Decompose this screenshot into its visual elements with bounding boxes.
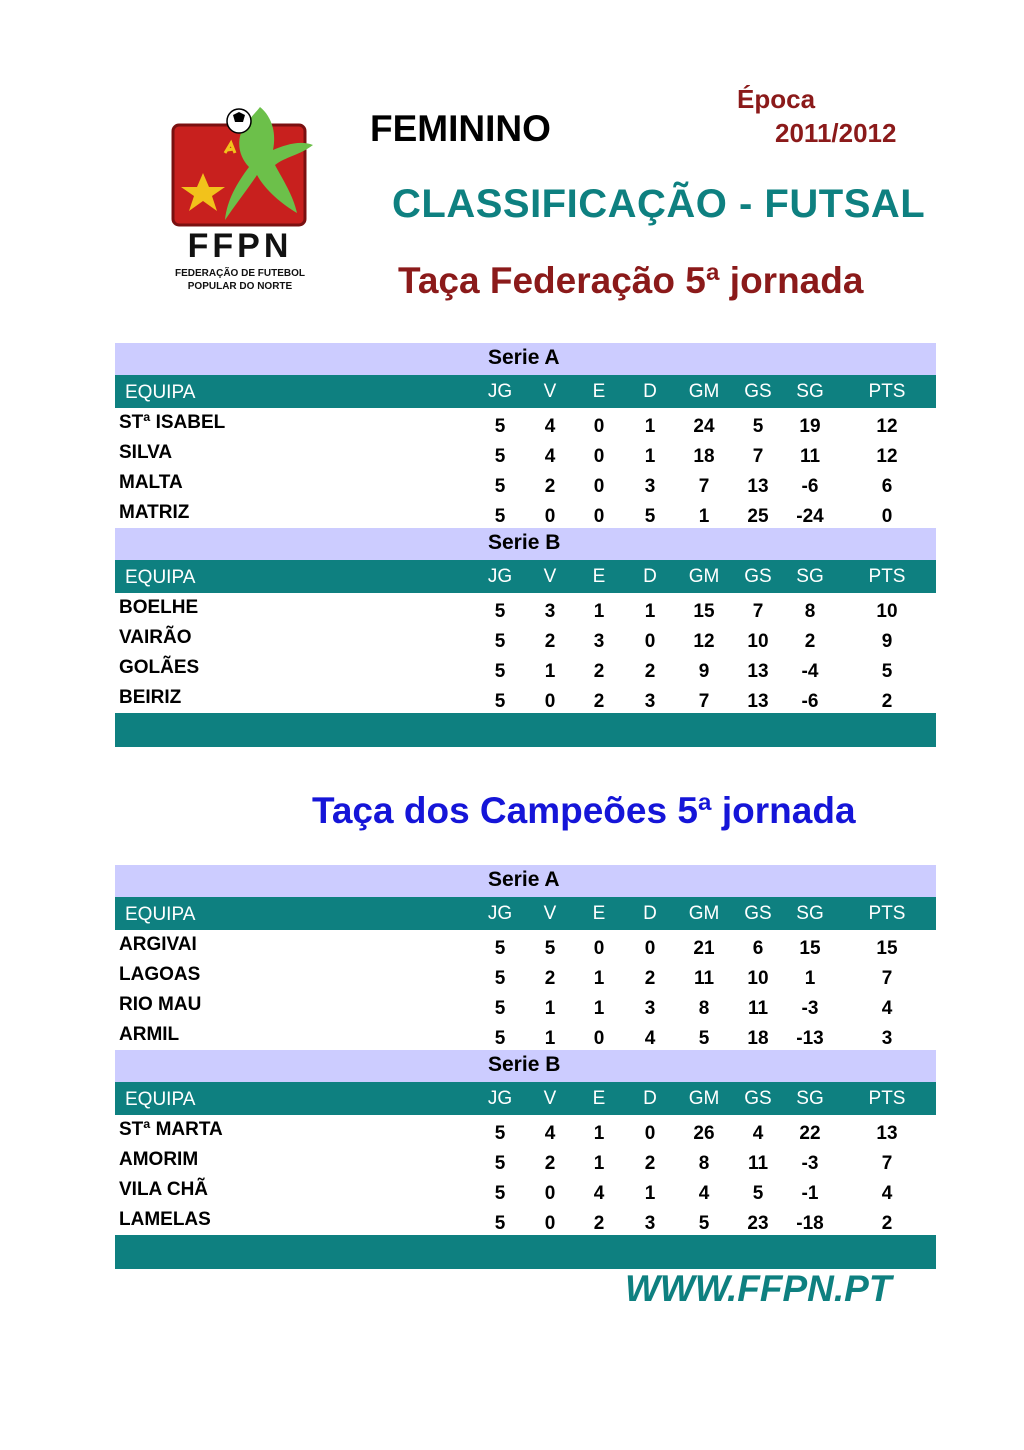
team-name: LAGOAS <box>119 964 201 985</box>
stat-cell: 11 <box>799 445 821 467</box>
stat-cell: 8 <box>698 1152 710 1174</box>
column-header: SG <box>796 566 824 588</box>
stat-cell: 5 <box>494 1122 506 1144</box>
stat-cell: 4 <box>593 1182 605 1204</box>
team-name: MALTA <box>119 472 183 493</box>
stat-cell: 9 <box>698 660 710 682</box>
team-name: STª MARTA <box>119 1119 223 1140</box>
table-row <box>115 1145 936 1175</box>
column-header: EQUIPA <box>125 382 196 403</box>
stat-cell: -3 <box>801 997 819 1019</box>
stat-cell: -1 <box>801 1182 819 1204</box>
stat-cell: 5 <box>698 1027 710 1049</box>
column-header: V <box>543 1088 557 1110</box>
stat-cell: 4 <box>544 1122 556 1144</box>
stat-cell: 10 <box>876 600 898 622</box>
stat-cell: 2 <box>544 475 556 497</box>
stat-cell: 6 <box>881 475 893 497</box>
season-value: 2011/2012 <box>775 118 897 148</box>
column-header: PTS <box>868 1088 906 1110</box>
stat-cell: 10 <box>747 630 769 652</box>
column-header: D <box>643 903 657 925</box>
svg-text:FFPN: FFPN <box>187 227 293 265</box>
stat-cell: 4 <box>644 1027 656 1049</box>
column-header: EQUIPA <box>125 1089 196 1110</box>
stat-cell: 5 <box>494 445 506 467</box>
column-header-row <box>115 1082 936 1115</box>
standings-table <box>115 343 936 747</box>
stat-cell: 0 <box>593 505 605 527</box>
column-header: JG <box>487 903 513 925</box>
stat-cell: 26 <box>693 1122 715 1144</box>
table-row <box>115 408 936 438</box>
stat-cell: 8 <box>698 997 710 1019</box>
team-name: AMORIM <box>119 1149 199 1170</box>
column-header: D <box>643 1088 657 1110</box>
column-header: JG <box>487 566 513 588</box>
stat-cell: 19 <box>799 415 821 437</box>
stat-cell: 11 <box>747 997 769 1019</box>
stat-cell: 13 <box>747 660 769 682</box>
stat-cell: 12 <box>693 630 715 652</box>
ffpn-logo <box>165 95 315 300</box>
stat-cell: 0 <box>644 937 656 959</box>
column-header: D <box>643 566 657 588</box>
stat-cell: 0 <box>593 937 605 959</box>
stat-cell: 7 <box>698 690 710 712</box>
stat-cell: 2 <box>593 660 605 682</box>
team-name: VAIRÃO <box>119 627 192 648</box>
stat-cell: 4 <box>881 997 893 1019</box>
team-name: BOELHE <box>119 597 199 618</box>
stat-cell: 2 <box>881 690 893 712</box>
column-header: V <box>543 903 557 925</box>
stat-cell: 5 <box>881 660 893 682</box>
table-row <box>115 1175 936 1205</box>
stat-cell: 1 <box>593 600 605 622</box>
stat-cell: 15 <box>693 600 715 622</box>
stat-cell: 5 <box>544 937 556 959</box>
column-header: E <box>592 1088 606 1110</box>
stat-cell: 3 <box>881 1027 893 1049</box>
team-name: BEIRIZ <box>119 687 182 708</box>
stat-cell: 4 <box>544 445 556 467</box>
column-header: GS <box>744 381 772 403</box>
stat-cell: -18 <box>796 1212 824 1234</box>
column-header: PTS <box>868 381 906 403</box>
column-header-row <box>115 897 936 930</box>
stat-cell: 10 <box>747 967 769 989</box>
svg-text:POPULAR DO NORTE: POPULAR DO NORTE <box>187 281 293 292</box>
stat-cell: 0 <box>544 505 556 527</box>
serie-header <box>115 865 936 897</box>
column-header: GS <box>744 566 772 588</box>
stat-cell: 11 <box>693 967 715 989</box>
stat-cell: 22 <box>799 1122 821 1144</box>
column-header: E <box>592 381 606 403</box>
stat-cell: 2 <box>593 1212 605 1234</box>
column-header: GS <box>744 1088 772 1110</box>
table-row <box>115 468 936 498</box>
stat-cell: 2 <box>593 690 605 712</box>
stat-cell: 5 <box>494 690 506 712</box>
serie-header <box>115 343 936 375</box>
stat-cell: 5 <box>494 475 506 497</box>
stat-cell: 0 <box>593 475 605 497</box>
stat-cell: 1 <box>544 660 556 682</box>
stat-cell: 3 <box>644 690 656 712</box>
serie-name: Serie B <box>488 531 561 554</box>
stat-cell: 0 <box>544 1212 556 1234</box>
stat-cell: 5 <box>752 415 764 437</box>
stat-cell: 4 <box>698 1182 710 1204</box>
stat-cell: 5 <box>494 600 506 622</box>
stat-cell: 2 <box>881 1212 893 1234</box>
table-row <box>115 990 936 1020</box>
stat-cell: 0 <box>544 1182 556 1204</box>
stat-cell: 2 <box>804 630 816 652</box>
stat-cell: 0 <box>644 1122 656 1144</box>
table-row <box>115 930 936 960</box>
team-name: MATRIZ <box>119 502 190 523</box>
team-name: GOLÃES <box>119 657 200 678</box>
stat-cell: 7 <box>881 967 893 989</box>
standings-table <box>115 865 936 1269</box>
column-header-row <box>115 375 936 408</box>
team-name: ARGIVAI <box>119 934 197 955</box>
column-header: V <box>543 566 557 588</box>
stat-cell: 13 <box>747 690 769 712</box>
stat-cell: 5 <box>494 630 506 652</box>
stat-cell: 2 <box>544 1152 556 1174</box>
stat-cell: 1 <box>593 1152 605 1174</box>
stat-cell: 5 <box>698 1212 710 1234</box>
table-row <box>115 960 936 990</box>
stat-cell: 1 <box>698 505 710 527</box>
stat-cell: 1 <box>544 1027 556 1049</box>
stat-cell: 7 <box>752 445 764 467</box>
team-name: STª ISABEL <box>119 412 226 433</box>
stat-cell: 5 <box>494 415 506 437</box>
column-header-row <box>115 560 936 593</box>
table-row <box>115 593 936 623</box>
stat-cell: 5 <box>494 967 506 989</box>
stat-cell: 2 <box>644 967 656 989</box>
table-row <box>115 1115 936 1145</box>
stat-cell: 1 <box>804 967 816 989</box>
stat-cell: 3 <box>644 475 656 497</box>
column-header: EQUIPA <box>125 904 196 925</box>
stat-cell: 0 <box>593 1027 605 1049</box>
season-label: Época <box>737 84 816 114</box>
website-link[interactable]: WWW.FFPN.PT <box>625 1268 892 1309</box>
stat-cell: 1 <box>644 600 656 622</box>
serie-header <box>115 528 936 560</box>
column-header: V <box>543 381 557 403</box>
table-row <box>115 438 936 468</box>
column-header: GM <box>688 1088 720 1110</box>
serie-header <box>115 1050 936 1082</box>
stat-cell: 4 <box>752 1122 764 1144</box>
stat-cell: 8 <box>804 600 816 622</box>
stat-cell: 9 <box>881 630 893 652</box>
serie-name: Serie A <box>488 346 560 369</box>
table-row <box>115 1020 936 1050</box>
team-name: LAMELAS <box>119 1209 211 1230</box>
stat-cell: 13 <box>747 475 769 497</box>
stat-cell: 5 <box>494 1212 506 1234</box>
column-header: GM <box>688 381 720 403</box>
stat-cell: 0 <box>593 415 605 437</box>
stat-cell: 3 <box>644 997 656 1019</box>
column-header: JG <box>487 1088 513 1110</box>
stat-cell: 0 <box>544 690 556 712</box>
column-header: GM <box>688 566 720 588</box>
column-header: E <box>592 566 606 588</box>
table-row <box>115 683 936 713</box>
stat-cell: 2 <box>544 630 556 652</box>
stat-cell: 18 <box>747 1027 769 1049</box>
table-footer-bar <box>115 1235 936 1269</box>
stat-cell: 12 <box>876 415 898 437</box>
stat-cell: 4 <box>544 415 556 437</box>
table-footer-bar <box>115 713 936 747</box>
table-row <box>115 498 936 528</box>
column-header: E <box>592 903 606 925</box>
stat-cell: 21 <box>693 937 715 959</box>
column-header: GM <box>688 903 720 925</box>
stat-cell: 5 <box>644 505 656 527</box>
stat-cell: 3 <box>544 600 556 622</box>
stat-cell: 23 <box>747 1212 769 1234</box>
category-title: FEMININO <box>370 108 551 149</box>
stat-cell: 1 <box>644 1182 656 1204</box>
team-name: ARMIL <box>119 1024 180 1045</box>
serie-name: Serie A <box>488 868 560 891</box>
column-header: PTS <box>868 566 906 588</box>
stat-cell: 15 <box>876 937 898 959</box>
stat-cell: -4 <box>801 660 819 682</box>
column-header: SG <box>796 1088 824 1110</box>
stat-cell: 18 <box>693 445 715 467</box>
column-header: SG <box>796 381 824 403</box>
stat-cell: 0 <box>644 630 656 652</box>
column-header: EQUIPA <box>125 567 196 588</box>
stat-cell: 6 <box>752 937 764 959</box>
svg-text:FEDERAÇÃO DE FUTEBOL: FEDERAÇÃO DE FUTEBOL <box>175 268 305 279</box>
stat-cell: 5 <box>494 1152 506 1174</box>
table-row <box>115 623 936 653</box>
main-title: CLASSIFICAÇÃO - FUTSAL <box>392 182 926 226</box>
team-name: VILA CHÃ <box>119 1179 209 1200</box>
stat-cell: 13 <box>876 1122 898 1144</box>
stat-cell: -24 <box>796 505 824 527</box>
stat-cell: 0 <box>593 445 605 467</box>
table-row <box>115 1205 936 1235</box>
stat-cell: 3 <box>644 1212 656 1234</box>
column-header: JG <box>487 381 513 403</box>
team-name: SILVA <box>119 442 173 463</box>
serie-name: Serie B <box>488 1053 561 1076</box>
stat-cell: 25 <box>747 505 769 527</box>
stat-cell: 7 <box>881 1152 893 1174</box>
stat-cell: 5 <box>494 937 506 959</box>
stat-cell: 5 <box>494 660 506 682</box>
stat-cell: 5 <box>494 1027 506 1049</box>
stat-cell: 12 <box>876 445 898 467</box>
stat-cell: 0 <box>881 505 893 527</box>
stat-cell: 1 <box>593 1122 605 1144</box>
stat-cell: 5 <box>752 1182 764 1204</box>
column-header: SG <box>796 903 824 925</box>
stat-cell: 4 <box>881 1182 893 1204</box>
competition-title: Taça dos Campeões 5ª jornada <box>312 790 856 831</box>
column-header: GS <box>744 903 772 925</box>
stat-cell: -6 <box>801 690 819 712</box>
stat-cell: -6 <box>801 475 819 497</box>
table-row <box>115 653 936 683</box>
stat-cell: 1 <box>593 997 605 1019</box>
stat-cell: 7 <box>752 600 764 622</box>
stat-cell: 2 <box>544 967 556 989</box>
stat-cell: 2 <box>644 660 656 682</box>
stat-cell: 7 <box>698 475 710 497</box>
stat-cell: 5 <box>494 505 506 527</box>
stat-cell: 1 <box>644 445 656 467</box>
team-name: RIO MAU <box>119 994 202 1015</box>
stat-cell: 1 <box>644 415 656 437</box>
stat-cell: -3 <box>801 1152 819 1174</box>
stat-cell: 1 <box>593 967 605 989</box>
stat-cell: 11 <box>747 1152 769 1174</box>
competition-title: Taça Federação 5ª jornada <box>398 260 864 301</box>
stat-cell: 5 <box>494 1182 506 1204</box>
stat-cell: 3 <box>593 630 605 652</box>
stat-cell: 24 <box>693 415 715 437</box>
stat-cell: 1 <box>544 997 556 1019</box>
stat-cell: 15 <box>799 937 821 959</box>
column-header: D <box>643 381 657 403</box>
stat-cell: 2 <box>644 1152 656 1174</box>
column-header: PTS <box>868 903 906 925</box>
stat-cell: -13 <box>796 1027 824 1049</box>
stat-cell: 5 <box>494 997 506 1019</box>
